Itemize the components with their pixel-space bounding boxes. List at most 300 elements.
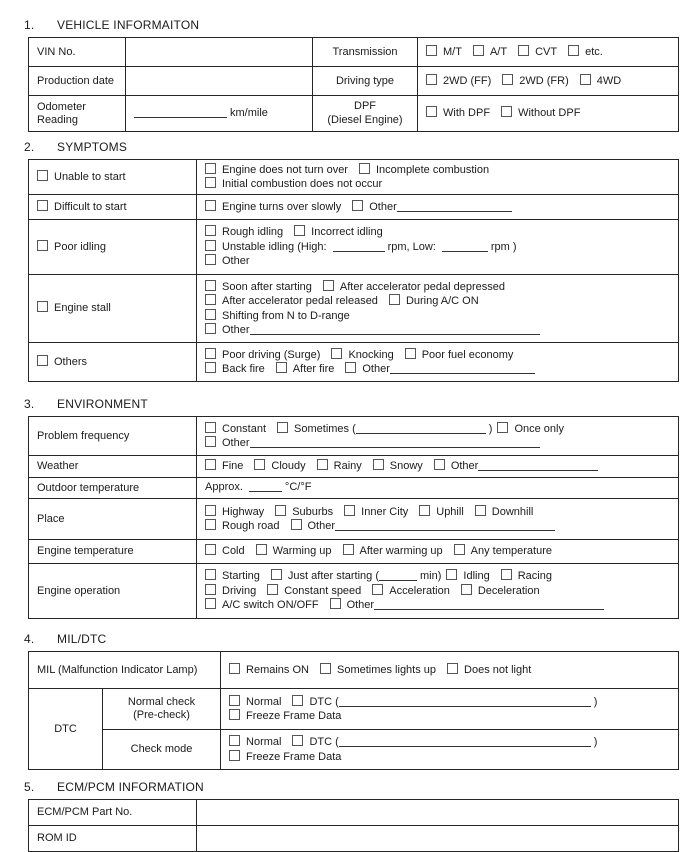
checkbox-icon — [275, 505, 286, 516]
environment-options-cell — [197, 564, 679, 619]
checkbox-icon — [37, 301, 48, 312]
option-label: Shifting from N to D-range — [222, 309, 350, 322]
environment-options-cell — [197, 540, 679, 564]
checkbox-icon — [205, 177, 216, 188]
text-fragment: ) — [593, 736, 598, 748]
environment-table — [28, 416, 679, 619]
checkbox-option[interactable] — [405, 349, 514, 361]
section-title: SYMPTOMS — [57, 140, 128, 154]
checkbox-option[interactable] — [291, 520, 336, 532]
option-label: Engine does not turn over — [222, 163, 348, 176]
checkbox-icon — [205, 254, 216, 265]
symptoms-table — [28, 159, 679, 382]
option-label: Downhill — [491, 505, 534, 518]
option-label: Poor fuel economy — [421, 348, 514, 361]
checkbox-option[interactable] — [475, 506, 534, 518]
checkbox-option[interactable] — [497, 423, 564, 435]
option-label: Sometimes lights up — [336, 663, 437, 676]
checkbox-option[interactable] — [229, 696, 281, 708]
fill-in-blank[interactable] — [356, 429, 486, 434]
checkbox-icon — [205, 569, 216, 580]
checkbox-option[interactable] — [229, 751, 341, 763]
checkbox-option[interactable] — [447, 664, 531, 676]
ecm-part-no-value-cell[interactable] — [197, 800, 679, 826]
checkbox-option[interactable] — [205, 201, 341, 213]
environment-label-cell: Engine operation — [29, 564, 197, 619]
option-label: After accelerator pedal released — [222, 295, 378, 307]
checkbox-icon — [205, 163, 216, 174]
checkbox-icon — [580, 74, 591, 85]
transmission-options-cell — [418, 38, 679, 67]
section-number: 5. — [24, 780, 35, 794]
section-header-symptoms — [24, 141, 678, 154]
environment-label-cell: Problem frequency — [29, 417, 197, 456]
checkbox-option[interactable] — [37, 356, 87, 368]
text-fragment: ) — [488, 422, 493, 435]
checkbox-option[interactable] — [205, 349, 320, 361]
odometer-label: Odometer Reading — [29, 96, 126, 132]
option-label: Other — [222, 437, 250, 449]
checkbox-option[interactable] — [473, 46, 507, 58]
symptom-options-cell — [197, 343, 679, 382]
checkbox-option[interactable] — [205, 599, 319, 611]
mil-options-cell — [221, 652, 679, 689]
option-label: Normal — [246, 695, 282, 708]
vin-label: VIN No. — [29, 38, 126, 67]
symptom-options-cell — [197, 160, 679, 195]
option-label: Knocking — [348, 348, 394, 361]
driving-type-options-cell — [418, 67, 679, 96]
section-number: 4. — [24, 632, 35, 646]
checkbox-option[interactable] — [205, 324, 250, 336]
mil-dtc-table — [28, 651, 679, 770]
option-label: Remains ON — [246, 663, 309, 676]
checkbox-option[interactable] — [275, 506, 333, 518]
symptom-label-cell — [29, 275, 197, 343]
rom-id-value-cell[interactable] — [197, 826, 679, 852]
checkbox-option[interactable] — [205, 423, 266, 435]
checkbox-option[interactable] — [343, 545, 443, 557]
checkbox-option[interactable] — [254, 460, 305, 472]
checkbox-option[interactable] — [37, 302, 111, 314]
checkbox-icon — [205, 240, 216, 251]
text-fragment: rpm, Low: — [387, 240, 436, 253]
option-label: 2WD (FF) — [443, 74, 492, 87]
checkbox-icon — [229, 735, 240, 746]
option-label: Rough idling — [222, 226, 284, 239]
checkbox-option[interactable] — [205, 241, 327, 253]
checkbox-icon — [389, 294, 400, 305]
option-label: Cloudy — [271, 460, 306, 473]
checkbox-option[interactable] — [323, 281, 505, 293]
text-fragment: rpm ) — [490, 240, 517, 253]
checkbox-option[interactable] — [359, 164, 489, 176]
checkbox-option[interactable] — [205, 295, 378, 307]
option-label: Normal — [246, 736, 282, 748]
checkbox-option[interactable] — [317, 460, 362, 472]
checkbox-option[interactable] — [205, 255, 250, 267]
fill-in-blank[interactable] — [339, 702, 591, 707]
symptom-label-cell — [29, 343, 197, 382]
checkbox-icon — [267, 584, 278, 595]
driving-type-label: Driving type — [313, 67, 418, 96]
checkbox-option[interactable] — [205, 178, 382, 190]
fill-in-blank[interactable] — [390, 369, 535, 374]
option-label: Rainy — [333, 460, 362, 473]
checkbox-icon — [320, 663, 331, 674]
option-label: A/T — [489, 45, 508, 58]
option-label: Others — [54, 355, 88, 368]
environment-label-cell: Engine temperature — [29, 540, 197, 564]
option-label: Initial combustion does not occur — [222, 178, 383, 190]
checkbox-option[interactable] — [434, 460, 479, 472]
checkbox-icon — [461, 584, 472, 595]
checkbox-icon — [317, 459, 328, 470]
transmission-label: Transmission — [313, 38, 418, 67]
checkbox-icon — [292, 735, 303, 746]
option-label: During A/C ON — [405, 295, 479, 307]
checkbox-option[interactable] — [205, 363, 265, 375]
option-label: Freeze Frame Data — [246, 710, 342, 722]
checkbox-icon — [426, 106, 437, 117]
checkbox-icon — [405, 348, 416, 359]
checkbox-icon — [276, 362, 287, 373]
checkbox-option[interactable] — [389, 295, 479, 307]
fill-in-blank[interactable] — [249, 487, 282, 492]
section-header-mil-dtc — [24, 633, 678, 646]
option-label: Other — [307, 520, 336, 532]
option-label: A/C switch ON/OFF — [222, 599, 319, 612]
checkbox-icon — [373, 459, 384, 470]
checkbox-icon — [372, 584, 383, 595]
checkbox-option[interactable] — [205, 570, 260, 582]
option-label: Other — [450, 460, 479, 473]
checkbox-icon — [205, 459, 216, 470]
checkbox-icon — [454, 544, 465, 555]
checkbox-option[interactable] — [330, 599, 375, 611]
environment-options-cell — [197, 478, 679, 499]
checkbox-icon — [205, 323, 216, 334]
dtc-mode-label-cell — [103, 730, 221, 770]
checkbox-option[interactable] — [320, 664, 436, 676]
option-label: Difficult to start — [54, 200, 127, 213]
dtc-options-cell — [221, 730, 679, 770]
option-label: 4WD — [596, 74, 622, 87]
checkbox-option[interactable] — [352, 201, 397, 213]
symptom-label-cell — [29, 220, 197, 275]
fill-in-blank[interactable] — [134, 113, 227, 118]
option-label: Warming up — [272, 545, 332, 558]
option-label: Other — [222, 255, 250, 268]
production-date-label: Production date — [29, 67, 126, 96]
option-label: Engine stall — [54, 302, 111, 315]
checkbox-option[interactable] — [276, 363, 335, 375]
text-fragment: min) — [420, 570, 442, 583]
option-label: Fine — [222, 460, 244, 473]
checkbox-icon — [205, 505, 216, 516]
section-header-vehicle-information — [24, 19, 678, 32]
section-title: ECM/PCM INFORMATION — [57, 780, 204, 794]
symptom-options-cell — [197, 220, 679, 275]
option-label: Unable to start — [54, 170, 126, 183]
checkbox-option[interactable] — [37, 241, 106, 253]
checkbox-icon — [37, 355, 48, 366]
section-title: VEHICLE INFORMAITON — [57, 18, 200, 32]
mil-label-cell: MIL (Malfunction Indicator Lamp) — [29, 652, 221, 689]
option-label: Suburbs — [292, 505, 334, 518]
option-label: M/T — [443, 45, 462, 58]
option-label: Poor driving (Surge) — [222, 348, 321, 361]
checkbox-option[interactable] — [205, 281, 312, 293]
text-fragment: (Diesel Engine) — [327, 113, 403, 126]
fill-in-blank[interactable] — [442, 247, 488, 252]
section-number: 1. — [24, 18, 35, 32]
checkbox-option[interactable] — [446, 570, 489, 582]
option-label: CVT — [535, 45, 558, 58]
symptom-label-cell — [29, 160, 197, 195]
checkbox-icon — [501, 106, 512, 117]
option-label: After accelerator pedal depressed — [339, 280, 505, 293]
option-label: After warming up — [359, 545, 443, 558]
vehicle-information-table — [28, 37, 679, 132]
checkbox-icon — [205, 225, 216, 236]
checkbox-icon — [277, 422, 288, 433]
option-label: Without DPF — [518, 107, 581, 120]
checkbox-icon — [426, 74, 437, 85]
option-label: Freeze Frame Data — [246, 750, 342, 763]
checkbox-icon — [447, 663, 458, 674]
checkbox-icon — [205, 294, 216, 305]
checkbox-icon — [205, 280, 216, 291]
option-label: Constant — [222, 422, 267, 435]
checkbox-option[interactable] — [580, 75, 621, 87]
checkbox-option[interactable] — [267, 585, 361, 597]
option-label: Unstable idling (High: — [222, 240, 327, 253]
checkbox-icon — [294, 225, 305, 236]
option-label: DTC ( — [309, 695, 339, 708]
checkbox-icon — [37, 170, 48, 181]
checkbox-icon — [37, 240, 48, 251]
checkbox-icon — [229, 695, 240, 706]
fill-in-blank[interactable] — [374, 605, 604, 610]
checkbox-icon — [568, 45, 579, 56]
fill-in-blank[interactable] — [339, 742, 591, 747]
checkbox-icon — [205, 598, 216, 609]
checkbox-option[interactable] — [256, 545, 332, 557]
fill-in-blank[interactable] — [335, 526, 555, 531]
section-title: MIL/DTC — [57, 632, 107, 646]
checkbox-icon — [501, 569, 512, 580]
option-label: Other — [222, 324, 250, 336]
symptom-options-cell — [197, 195, 679, 220]
option-label: Racing — [517, 570, 552, 583]
option-label: Back fire — [222, 363, 265, 375]
checkbox-option[interactable] — [205, 520, 280, 532]
checkbox-option[interactable] — [419, 506, 464, 518]
option-label: Incorrect idling — [311, 226, 383, 239]
checkbox-option[interactable] — [344, 506, 408, 518]
checkbox-option[interactable] — [205, 226, 283, 238]
text-fragment: Normal check — [127, 695, 196, 708]
checkbox-option[interactable] — [205, 164, 348, 176]
environment-options-cell — [197, 456, 679, 478]
option-label: Inner City — [361, 505, 409, 518]
option-label: With DPF — [443, 107, 491, 120]
dpf-label — [313, 96, 418, 132]
checkbox-icon — [292, 695, 303, 706]
option-label: Just after starting ( — [287, 570, 380, 583]
checkbox-icon — [331, 348, 342, 359]
checkbox-icon — [229, 750, 240, 761]
fill-in-blank[interactable] — [379, 576, 417, 581]
checkbox-icon — [502, 74, 513, 85]
checkbox-icon — [205, 348, 216, 359]
text-fragment: km/mile — [230, 106, 268, 119]
checkbox-option[interactable] — [518, 46, 557, 58]
option-label: Soon after starting — [222, 280, 312, 293]
option-label: Deceleration — [477, 584, 540, 597]
checkbox-option[interactable] — [37, 201, 127, 213]
option-label: Other — [369, 200, 397, 213]
section-number: 3. — [24, 397, 35, 411]
checkbox-option[interactable] — [229, 736, 281, 748]
checkbox-icon — [475, 505, 486, 516]
checkbox-option[interactable] — [229, 710, 341, 722]
text-fragment: DPF — [354, 100, 376, 112]
checkbox-option[interactable] — [501, 107, 580, 119]
fill-in-blank[interactable] — [478, 466, 598, 471]
environment-label-cell: Weather — [29, 456, 197, 478]
checkbox-option[interactable] — [271, 570, 379, 582]
environment-label-cell: Place — [29, 499, 197, 540]
checkbox-icon — [205, 436, 216, 447]
fill-in-blank[interactable] — [250, 330, 540, 335]
checkbox-option[interactable] — [331, 349, 393, 361]
checkbox-icon — [205, 584, 216, 595]
option-label: Once only — [514, 422, 564, 435]
fill-in-blank[interactable] — [333, 247, 385, 252]
section-header-ecm-pcm — [24, 781, 678, 794]
text-fragment: °C/°F — [284, 481, 312, 494]
checkbox-option[interactable] — [205, 545, 245, 557]
odometer-value-cell — [126, 96, 313, 132]
checkbox-icon — [434, 459, 445, 470]
checkbox-option[interactable] — [568, 46, 603, 58]
ecm-part-no-label: ECM/PCM Part No. — [29, 800, 197, 826]
fill-in-blank[interactable] — [397, 207, 512, 212]
checkbox-option[interactable] — [454, 545, 552, 557]
option-label: Other — [346, 599, 375, 612]
section-header-environment — [24, 398, 678, 411]
option-label: Sometimes ( — [294, 422, 356, 435]
option-label: Snowy — [389, 460, 423, 473]
checkbox-option[interactable] — [37, 171, 126, 183]
symptom-label-cell — [29, 195, 197, 220]
checkbox-option[interactable] — [294, 226, 383, 238]
checkbox-option[interactable] — [426, 46, 462, 58]
dpf-options-cell — [418, 96, 679, 132]
checkbox-option[interactable] — [205, 585, 256, 597]
checkbox-icon — [446, 569, 457, 580]
option-label: Driving — [222, 584, 257, 597]
text-fragment: Approx. — [205, 481, 243, 494]
checkbox-option[interactable] — [205, 506, 264, 518]
checkbox-icon — [352, 200, 363, 211]
section-title: ENVIRONMENT — [57, 397, 148, 411]
text-fragment: ) — [593, 695, 598, 708]
option-label: Rough road — [222, 520, 280, 532]
checkbox-icon — [291, 519, 302, 530]
checkbox-icon — [205, 544, 216, 555]
vin-value-cell[interactable] — [126, 38, 313, 67]
checkbox-icon — [359, 163, 370, 174]
environment-options-cell — [197, 417, 679, 456]
option-label: Other — [362, 363, 390, 375]
checkbox-option[interactable] — [205, 310, 350, 322]
checkbox-icon — [271, 569, 282, 580]
checkbox-option[interactable] — [277, 423, 356, 435]
checkbox-icon — [254, 459, 265, 470]
option-label: Uphill — [436, 505, 464, 518]
option-label: Idling — [463, 570, 490, 583]
checkbox-icon — [229, 663, 240, 674]
checkbox-icon — [473, 45, 484, 56]
checkbox-icon — [205, 519, 216, 530]
option-label: Highway — [222, 505, 265, 518]
checkbox-icon — [205, 309, 216, 320]
option-label: Engine turns over slowly — [222, 200, 342, 213]
checkbox-icon — [497, 422, 508, 433]
dtc-mode-label-cell — [103, 689, 221, 730]
dtc-label-cell: DTC — [29, 689, 103, 770]
symptom-options-cell — [197, 275, 679, 343]
checkbox-icon — [205, 362, 216, 373]
checkbox-option[interactable] — [229, 664, 309, 676]
checkbox-icon — [344, 505, 355, 516]
checkbox-icon — [345, 362, 356, 373]
option-label: Poor idling — [54, 240, 106, 253]
production-date-value-cell[interactable] — [126, 67, 313, 96]
checkbox-icon — [518, 45, 529, 56]
checkbox-option[interactable] — [292, 696, 338, 708]
option-label: Constant speed — [284, 584, 362, 597]
ecm-pcm-table — [28, 799, 679, 852]
checkbox-option[interactable] — [372, 585, 450, 597]
checkbox-icon — [205, 422, 216, 433]
option-label: Any temperature — [470, 545, 552, 558]
checkbox-icon — [343, 544, 354, 555]
checkbox-option[interactable] — [501, 570, 552, 582]
checkbox-option[interactable] — [461, 585, 540, 597]
checkbox-icon — [229, 709, 240, 720]
checkbox-icon — [330, 598, 341, 609]
checkbox-option[interactable] — [292, 736, 338, 748]
rom-id-label: ROM ID — [29, 826, 197, 852]
checkbox-option[interactable] — [502, 75, 569, 87]
checkbox-icon — [419, 505, 430, 516]
checkbox-option[interactable] — [345, 363, 390, 375]
option-label: Acceleration — [389, 584, 450, 597]
environment-options-cell — [197, 499, 679, 540]
checkbox-option[interactable] — [426, 107, 490, 119]
checkbox-option[interactable] — [373, 460, 423, 472]
checkbox-option[interactable] — [426, 75, 491, 87]
section-number: 2. — [24, 140, 35, 154]
checkbox-option[interactable] — [205, 460, 243, 472]
checkbox-icon — [256, 544, 267, 555]
fill-in-blank[interactable] — [250, 443, 540, 448]
checkbox-option[interactable] — [205, 437, 250, 449]
